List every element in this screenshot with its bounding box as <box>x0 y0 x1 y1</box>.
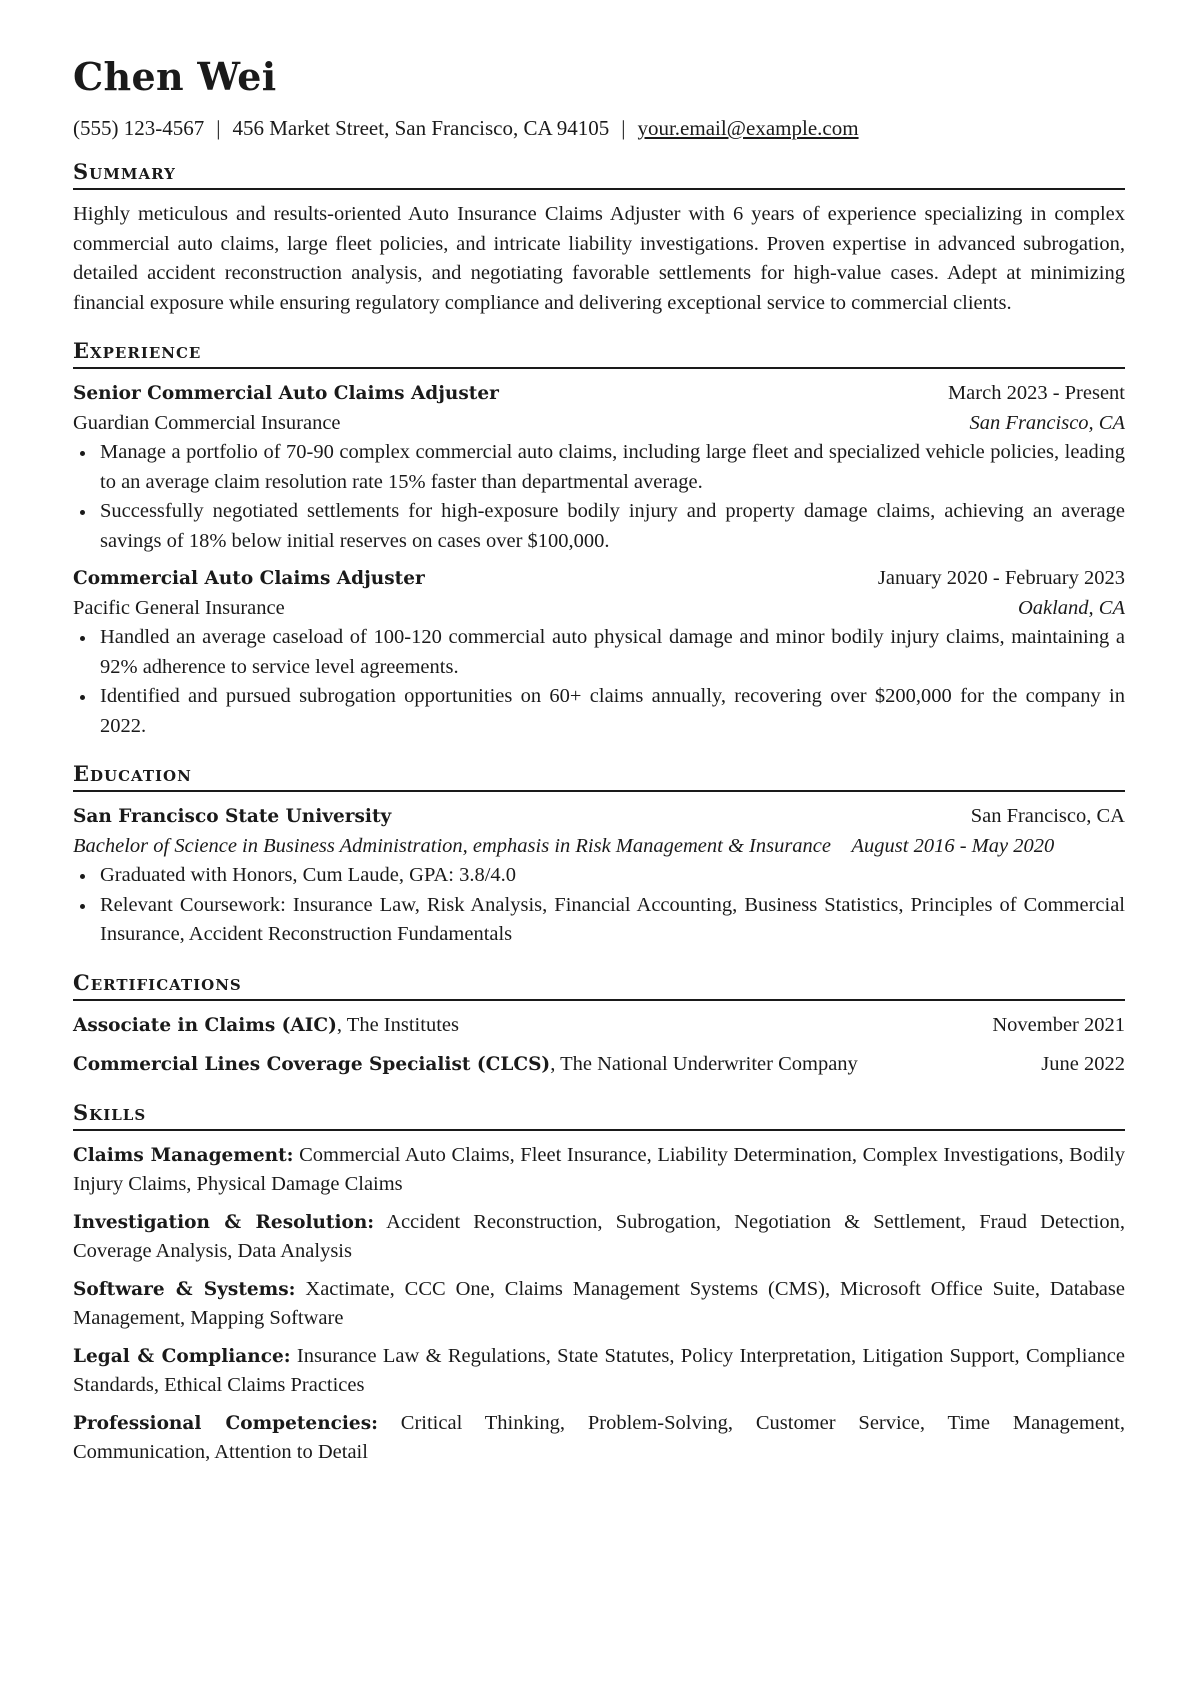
address: 456 Market Street, San Francisco, CA 94105 <box>232 116 610 140</box>
contact-separator: | <box>621 116 626 140</box>
certification-item <box>73 1011 1125 1041</box>
certification-name: Associate in Claims (AIC) <box>73 1014 337 1036</box>
section-title-certifications: Certifications <box>73 972 1125 1001</box>
resume-page <box>73 54 1125 1476</box>
certification-name: Commercial Lines Coverage Specialist (CLCS) <box>73 1054 551 1075</box>
email-link[interactable]: your.email@example.com <box>637 116 859 140</box>
skill-text: Accident Reconstruction, Subrogation, Negotiation & Settlement, Fraud Detection, Coverage Analysis, Data Analysis <box>73 1210 1125 1262</box>
degree-name: Bachelor of Science in Business Administration, emphasis in Risk Management & Insurance <box>73 834 832 857</box>
skill-label: Professional Competencies: <box>73 1412 378 1434</box>
school-location: San Francisco, CA <box>970 805 1125 827</box>
job-company: Pacific General Insurance <box>73 596 285 619</box>
skill-group <box>73 1275 1125 1334</box>
bullet-item: Handled an average caseload of 100-120 commercial auto physical damage and minor bodily injury claims, maintaining a 92% adherence to service level agreements. <box>73 623 1125 682</box>
skill-label: Software & Systems: <box>73 1278 296 1300</box>
certification-date: June 2022 <box>1041 1053 1125 1075</box>
job-dates: March 2023 - Present <box>947 382 1125 404</box>
job-location: Oakland, CA <box>1017 596 1125 619</box>
candidate-name: Chen Wei <box>73 54 277 99</box>
education-bullets <box>73 861 1125 950</box>
skills-section <box>73 1099 1125 1468</box>
job-entry <box>73 379 1125 556</box>
summary-section <box>73 161 1125 318</box>
bullet-item: Manage a portfolio of 70-90 complex commercial auto claims, including large fleet and specialized vehicle policies, leading to an average claim resolution rate 15% faster than departmental average. <box>73 438 1125 497</box>
skill-label: Investigation & Resolution: <box>73 1211 375 1233</box>
degree-dates: August 2016 - May 2020 <box>851 834 1055 857</box>
job-location: San Francisco, CA <box>969 411 1125 434</box>
skill-text: Critical Thinking, Problem-Solving, Customer Service, Time Management, Communication, Attention to Detail <box>73 1411 1125 1463</box>
contact-separator: | <box>216 116 221 140</box>
bullet-item: Relevant Coursework: Insurance Law, Risk Analysis, Financial Accounting, Business Statistics, Principles of Commercial Insurance, Accident Reconstruction Fundamentals <box>73 891 1125 950</box>
skill-text: Commercial Auto Claims, Fleet Insurance, Liability Determination, Complex Investigations, Bodily Injury Claims, Physical Damage Claims <box>73 1143 1125 1195</box>
certification-issuer: , The Institutes <box>336 1013 459 1036</box>
certification-issuer: , The National Underwriter Company <box>550 1053 858 1075</box>
section-title-experience: Experience <box>73 340 1125 369</box>
contact-line <box>73 118 1125 139</box>
bullet-item: Successfully negotiated settlements for high-exposure bodily injury and property damage claims, achieving an average savings of 18% below initial reserves on cases over $100,000. <box>73 497 1125 556</box>
certification-date: November 2021 <box>992 1013 1125 1036</box>
job-company: Guardian Commercial Insurance <box>73 411 341 434</box>
skill-text: Insurance Law & Regulations, State Statutes, Policy Interpretation, Litigation Support, Compliance Standards, Ethical Claims Practices <box>73 1344 1125 1396</box>
job-title: Senior Commercial Auto Claims Adjuster <box>73 383 499 404</box>
job-bullets <box>73 623 1125 741</box>
skill-group <box>73 1141 1125 1200</box>
summary-text: Highly meticulous and results-oriented Auto Insurance Claims Adjuster with 6 years of experience specializing in complex commercial auto claims, large fleet policies, and intricate liability investigations. Proven expertise in advanced subrogation, detailed accident reconstruction analysis, and negotiating favorable settlements for high-value cases. Adept at minimizing financial exposure while ensuring regulatory compliance and delivering exceptional service to commercial clients. <box>73 203 1125 314</box>
skill-group <box>73 1409 1125 1468</box>
education-section <box>73 763 1125 950</box>
certification-item <box>73 1050 1125 1080</box>
experience-section <box>73 340 1125 741</box>
job-entry <box>73 564 1125 741</box>
bullet-item: Graduated with Honors, Cum Laude, GPA: 3.8/4.0 <box>73 861 1125 891</box>
phone-number: (555) 123-4567 <box>73 116 205 140</box>
job-bullets <box>73 438 1125 556</box>
skill-label: Legal & Compliance: <box>73 1345 291 1367</box>
job-title: Commercial Auto Claims Adjuster <box>73 568 425 589</box>
section-title-summary: Summary <box>73 161 1125 190</box>
school-name: San Francisco State University <box>73 806 392 827</box>
section-title-skills: Skills <box>73 1102 1125 1131</box>
job-dates: January 2020 - February 2023 <box>877 567 1125 589</box>
skill-text: Xactimate, CCC One, Claims Management Systems (CMS), Microsoft Office Suite, Database Management, Mapping Software <box>73 1277 1125 1329</box>
certifications-section <box>73 969 1125 1080</box>
section-title-education: Education <box>73 763 1125 792</box>
skill-group <box>73 1342 1125 1401</box>
bullet-item: Identified and pursued subrogation opportunities on 60+ claims annually, recovering over $200,000 for the company in 2022. <box>73 682 1125 741</box>
skill-group <box>73 1208 1125 1267</box>
skill-label: Claims Management: <box>73 1144 294 1166</box>
degree-line <box>73 832 1125 862</box>
